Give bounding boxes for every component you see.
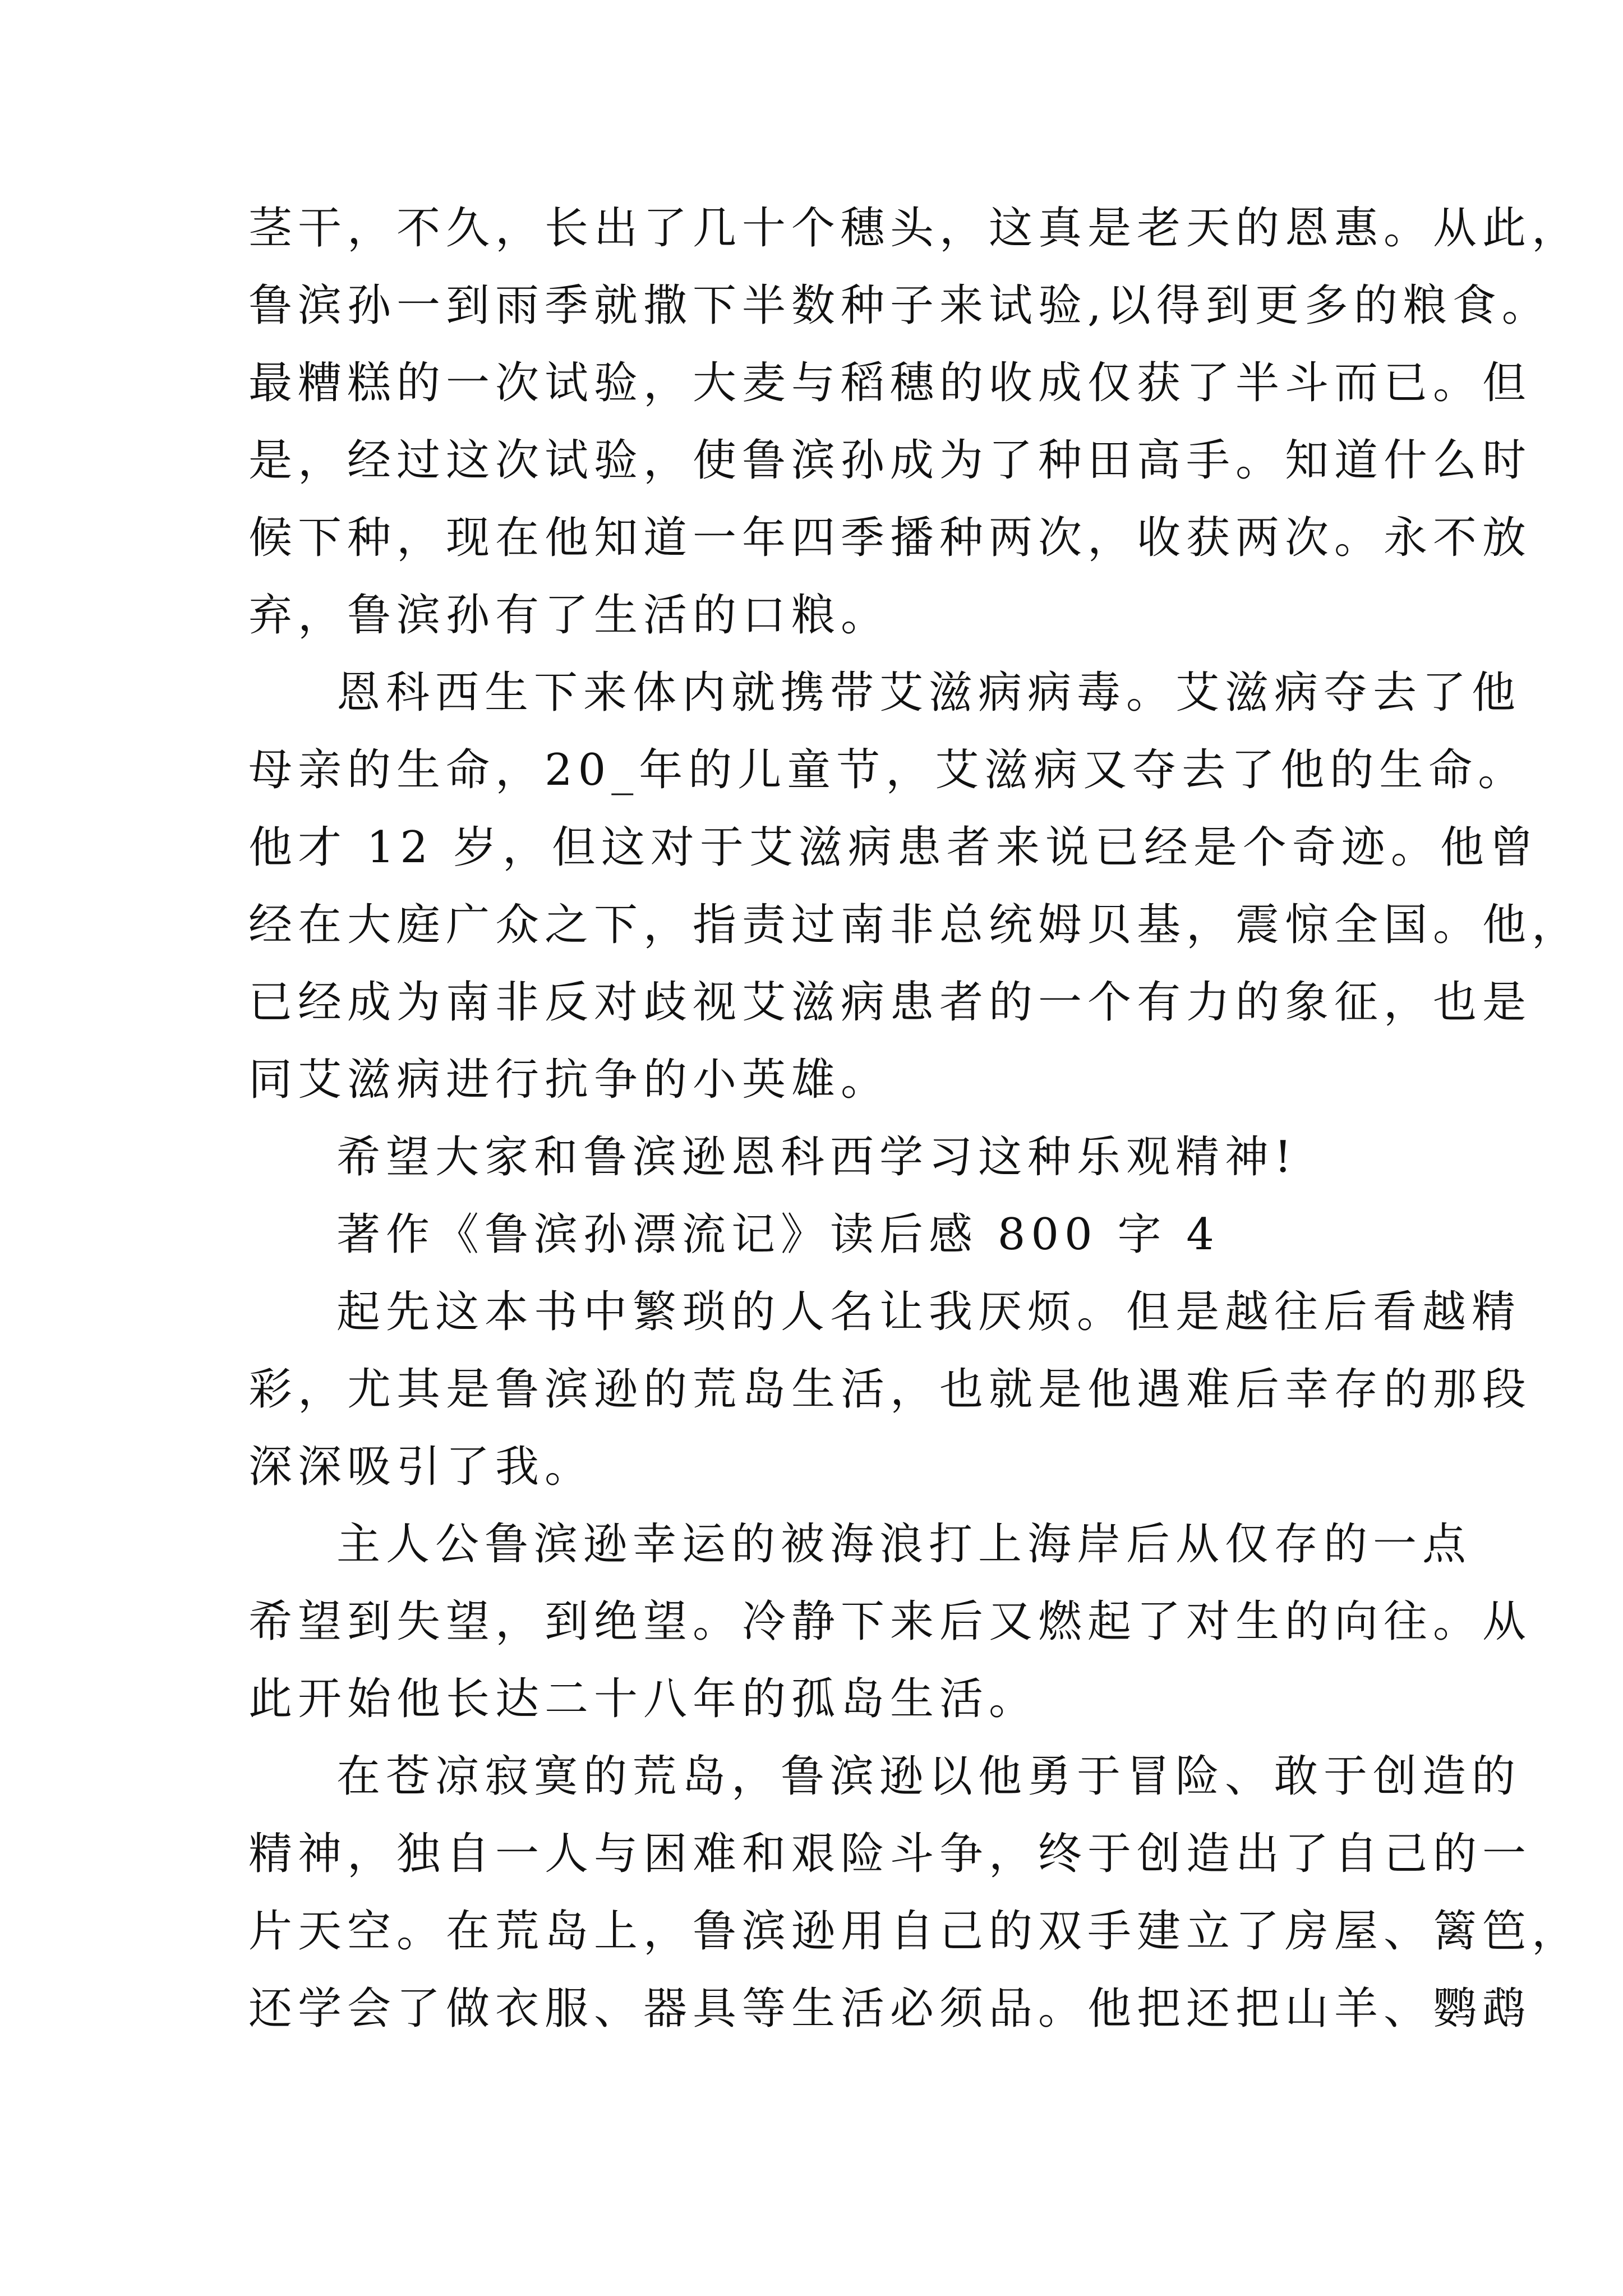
paragraph-first-line: 恩科西生下来体内就携带艾滋病病毒。艾滋病夺去了他	[336, 668, 1521, 718]
text-line: 鲁滨孙一到雨季就撒下半数种子来试验,以得到更多的粮食。	[248, 280, 1551, 331]
paragraph-first-line: 在苍凉寂寞的荒岛，鲁滨逊以他勇于冒险、敢于创造的	[336, 1751, 1521, 1802]
paragraph-first-line: 希望大家和鲁滨逊恩科西学习这种乐观精神!	[336, 1132, 1298, 1182]
text-line: 经在大庭广众之下，指责过南非总统姆贝基，震惊全国。他，	[248, 900, 1581, 950]
text-line: 是，经过这次试验，使鲁滨孙成为了种田高手。知道什么时	[248, 435, 1532, 486]
text-line: 他才 12 岁，但这对于艾滋病患者来说已经是个奇迹。他曾	[248, 822, 1539, 873]
text-line: 片天空。在荒岛上，鲁滨逊用自己的双手建立了房屋、篱笆，	[248, 1906, 1581, 1957]
text-line: 最糟糕的一次试验，大麦与稻穗的收成仅获了半斗而已。但	[248, 358, 1532, 408]
text-line: 此开始他长达二十八年的孤岛生活。	[248, 1674, 1039, 1724]
text-line: 候下种，现在他知道一年四季播种两次，收获两次。永不放	[248, 513, 1532, 563]
text-line: 同艾滋病进行抗争的小英雄。	[248, 1055, 891, 1105]
text-line: 弃，鲁滨孙有了生活的口粮。	[248, 590, 891, 641]
text-line: 已经成为南非反对歧视艾滋病患者的一个有力的象征，也是	[248, 977, 1532, 1028]
text-line: 彩，尤其是鲁滨逊的荒岛生活，也就是他遇难后幸存的那段	[248, 1364, 1532, 1415]
text-line: 深深吸引了我。	[248, 1442, 594, 1492]
text-line: 还学会了做衣服、器具等生活必须品。他把还把山羊、鹦鹉	[248, 1984, 1532, 2034]
text-line: 茎干，不久，长出了几十个穗头，这真是老天的恩惠。从此，	[248, 203, 1581, 254]
text-line: 精神，独自一人与困难和艰险斗争，终于创造出了自己的一	[248, 1829, 1532, 1879]
text-line: 希望到失望，到绝望。冷静下来后又燃起了对生的向往。从	[248, 1596, 1532, 1647]
section-heading: 著作《鲁滨孙漂流记》读后感 800 字 4	[336, 1209, 1220, 1260]
paragraph-first-line: 主人公鲁滨逊幸运的被海浪打上海岸后从仅存的一点	[336, 1519, 1472, 1570]
text-line: 母亲的生命，20_年的儿童节，艾滋病又夺去了他的生命。	[248, 745, 1528, 795]
paragraph-first-line: 起先这本书中繁琐的人名让我厌烦。但是越往后看越精	[336, 1287, 1521, 1337]
